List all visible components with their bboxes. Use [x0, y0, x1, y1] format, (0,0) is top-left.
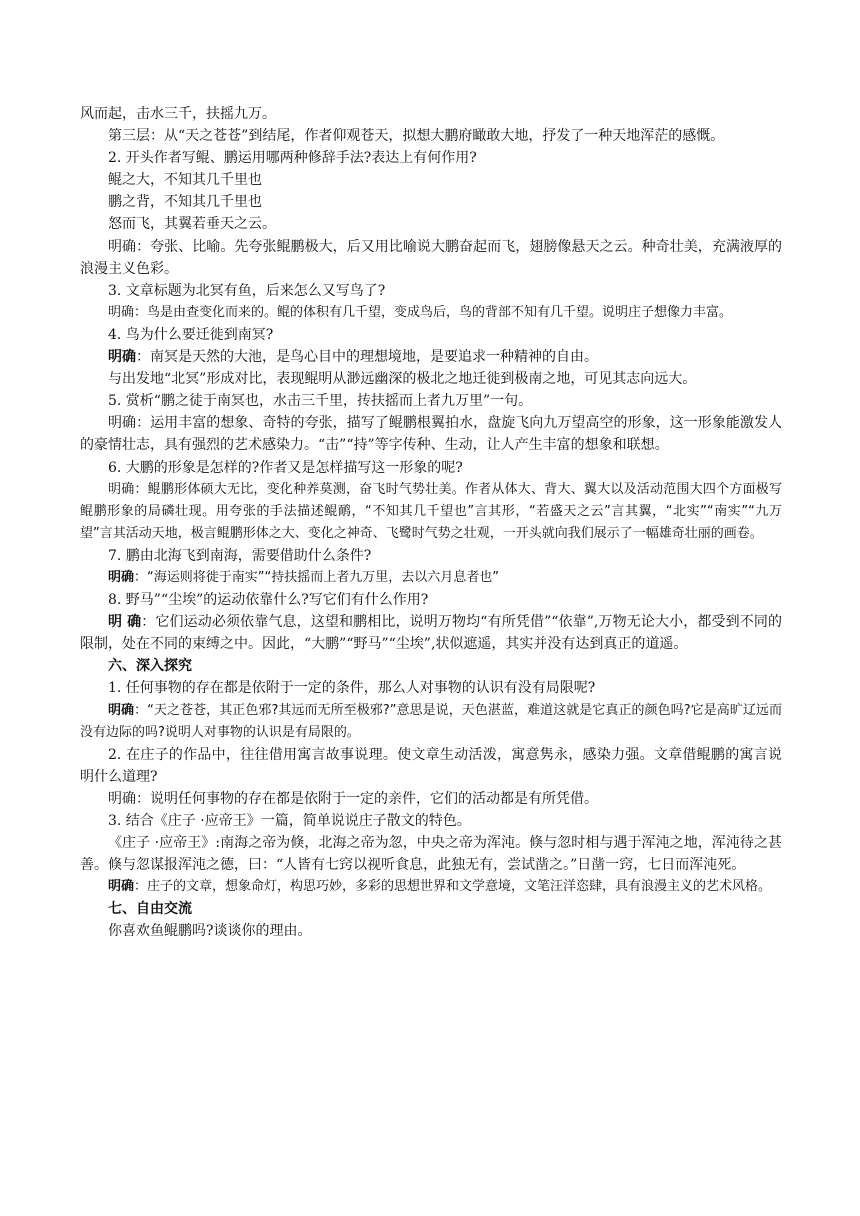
paragraph: 明确：夸张、比喻。先夸张鲲鹏极大，后又用比喻说大鹏奋起而飞，翅膀像悬天之云。种奇壮美，充满液厚的浪漫主义色彩。 [80, 238, 782, 277]
paragraph: 鲲之大，不知其几千里也 [108, 172, 262, 189]
paragraph: 2. 在庄子的作品中，往往借用寓言故事说理。使文章生动活泼，寓意隽永，感染力强。文章借鲲鹏的寓言说明什么道理? [80, 746, 782, 785]
paragraph: 3. 结合《庄子 ·应帝王》一篇，简单说说庄子散文的特色。 [108, 813, 471, 829]
section-heading: 六、深入探究 [108, 658, 192, 675]
answer-text: ：“海运则将徙于南实”“持扶摇而上者九万里，去以六月息者也” [134, 569, 499, 585]
answer-text: ：庄子的文章，想象命灯，构思巧妙，多彩的思想世界和文学意境，文笔汪洋恣肆，具有浪漫主义的艺术风格。 [134, 879, 772, 895]
answer-label: 明确 [108, 569, 135, 585]
paragraph [80, 876, 782, 898]
paragraph: 怒而飞，其翼若垂天之云。 [108, 216, 276, 233]
section-heading: 七、自由交流 [108, 901, 192, 918]
paragraph: 1. 任何事物的存在都是依附于一定的条件，那么人对事物的认识有没有局限呢? [108, 680, 596, 697]
paragraph: 明确：鲲鹏形体硕大无比，变化种养莫测，奋飞时气势壮美。作者从体大、背大、翼大以及活动范围大四个方面极写鲲鹏形象的局磷壮现。用夸张的手法描述鲲鸸，“不知其几千望也”言其形，“若盛天之云”言其翼，“北实”“南实”“九万望”言其活动天地，极言鲲鹏形体之大、变化之神奇、飞鹭时气势之壮观，一开头就向我们展示了一幅雄奇壮丽的画卷。 [80, 481, 782, 541]
paragraph [80, 346, 782, 368]
paragraph: 2. 开头作者写鲲、鹏运用哪两种修辞手法?表达上有何作用? [108, 150, 477, 167]
paragraph: 《庄子 ·应帝王》:南海之帝为倏，北海之帝为忽，中央之帝为浑沌。倏与忽时相与遇于浑沌之地，浑沌待之甚善。倏与忽谋报浑沌之德，曰：“人皆有七窍以视听食息，此独无有，尝试凿之。”日凿一窍，七日而浑沌死。 [80, 835, 782, 874]
paragraph: 明确：鸟是由查变化而来的。鲲的体积有几千望，变成鸟后，鸟的背部不知有几千望。说明庄子想像力丰富。 [108, 304, 733, 320]
paragraph: 第三层：从“天之苍苍”到结尾，作者仰观苍天，拟想大鹏府瞰敢大地，抒发了一种天地浑茫的感慨。 [108, 128, 725, 145]
answer-label: 明 确 [108, 614, 142, 631]
paragraph [80, 567, 782, 589]
paragraph: 4. 鸟为什么要迁徙到南冥? [108, 326, 274, 343]
paragraph: 明确：运用丰富的想象、奇特的夸张，描写了鲲鹏根翼拍水，盘旋飞向九万望高空的形象，这一形象能激发人的豪情壮志，具有强烈的艺术感染力。“击”“持”等字传种、生动，让人产生丰富的想象和联想。 [80, 415, 782, 454]
paragraph: 鹏之背，不知其几千里也 [108, 194, 262, 211]
paragraph: 明确：说明任何事物的存在都是依附于一定的亲件，它们的活动都是有所凭借。 [108, 790, 598, 807]
paragraph: 8. 野马”“尘埃”的运动依靠什么?写它们有什么作用? [108, 592, 429, 609]
document-body [80, 103, 782, 943]
answer-label: 明确 [108, 349, 136, 366]
paragraph: 与出发地“北冥”形成对比，表现鲲明从渺远幽深的极北之地迁徙到极南之地，可见其志向远大。 [108, 371, 697, 388]
answer-label: 明确 [108, 879, 135, 895]
answer-text: ：南冥是天然的大池，是鸟心目中的理想境地，是要追求一种精神的自由。 [136, 349, 598, 366]
answer-label: 明确 [108, 702, 135, 718]
paragraph [80, 700, 782, 744]
paragraph: 6. 大鹏的形象是怎样的?作者又是怎样描写这一形象的呢? [108, 459, 463, 476]
answer-text: ：“天之苍苍，其正色邪?其远而无所至极邪?”意思是说，天色湛蓝，难道这就是它真正的颜色吗?它是高旷辽远而没有边际的吗?说明人对事物的认识是有局限的。 [80, 702, 782, 740]
paragraph: 5. 赏析“鹏之徒于南冥也，水击三千里，抟扶摇而上者九万里”一句。 [108, 393, 533, 410]
paragraph: 风而起，击水三千，扶摇九万。 [80, 106, 276, 122]
paragraph [80, 611, 782, 655]
paragraph: 你喜欢鱼鲲鹏吗?谈谈你的理由。 [108, 923, 312, 940]
answer-text: ：它们运动必须依靠气息，这望和鹏相比，说明万物均“有所凭借”“依靠”,万物无论大小，都受到不同的限制，处在不同的束缚之中。因此，“大鹏”“野马”“尘埃”,状似遮遥，其实并没有达到真正的道遥。 [80, 614, 783, 653]
paragraph: 7. 鹏由北海飞到南海，需要借助什么条件? [108, 547, 372, 564]
paragraph: 3. 文章标题为北冥有鱼，后来怎么又写鸟了? [108, 282, 386, 299]
